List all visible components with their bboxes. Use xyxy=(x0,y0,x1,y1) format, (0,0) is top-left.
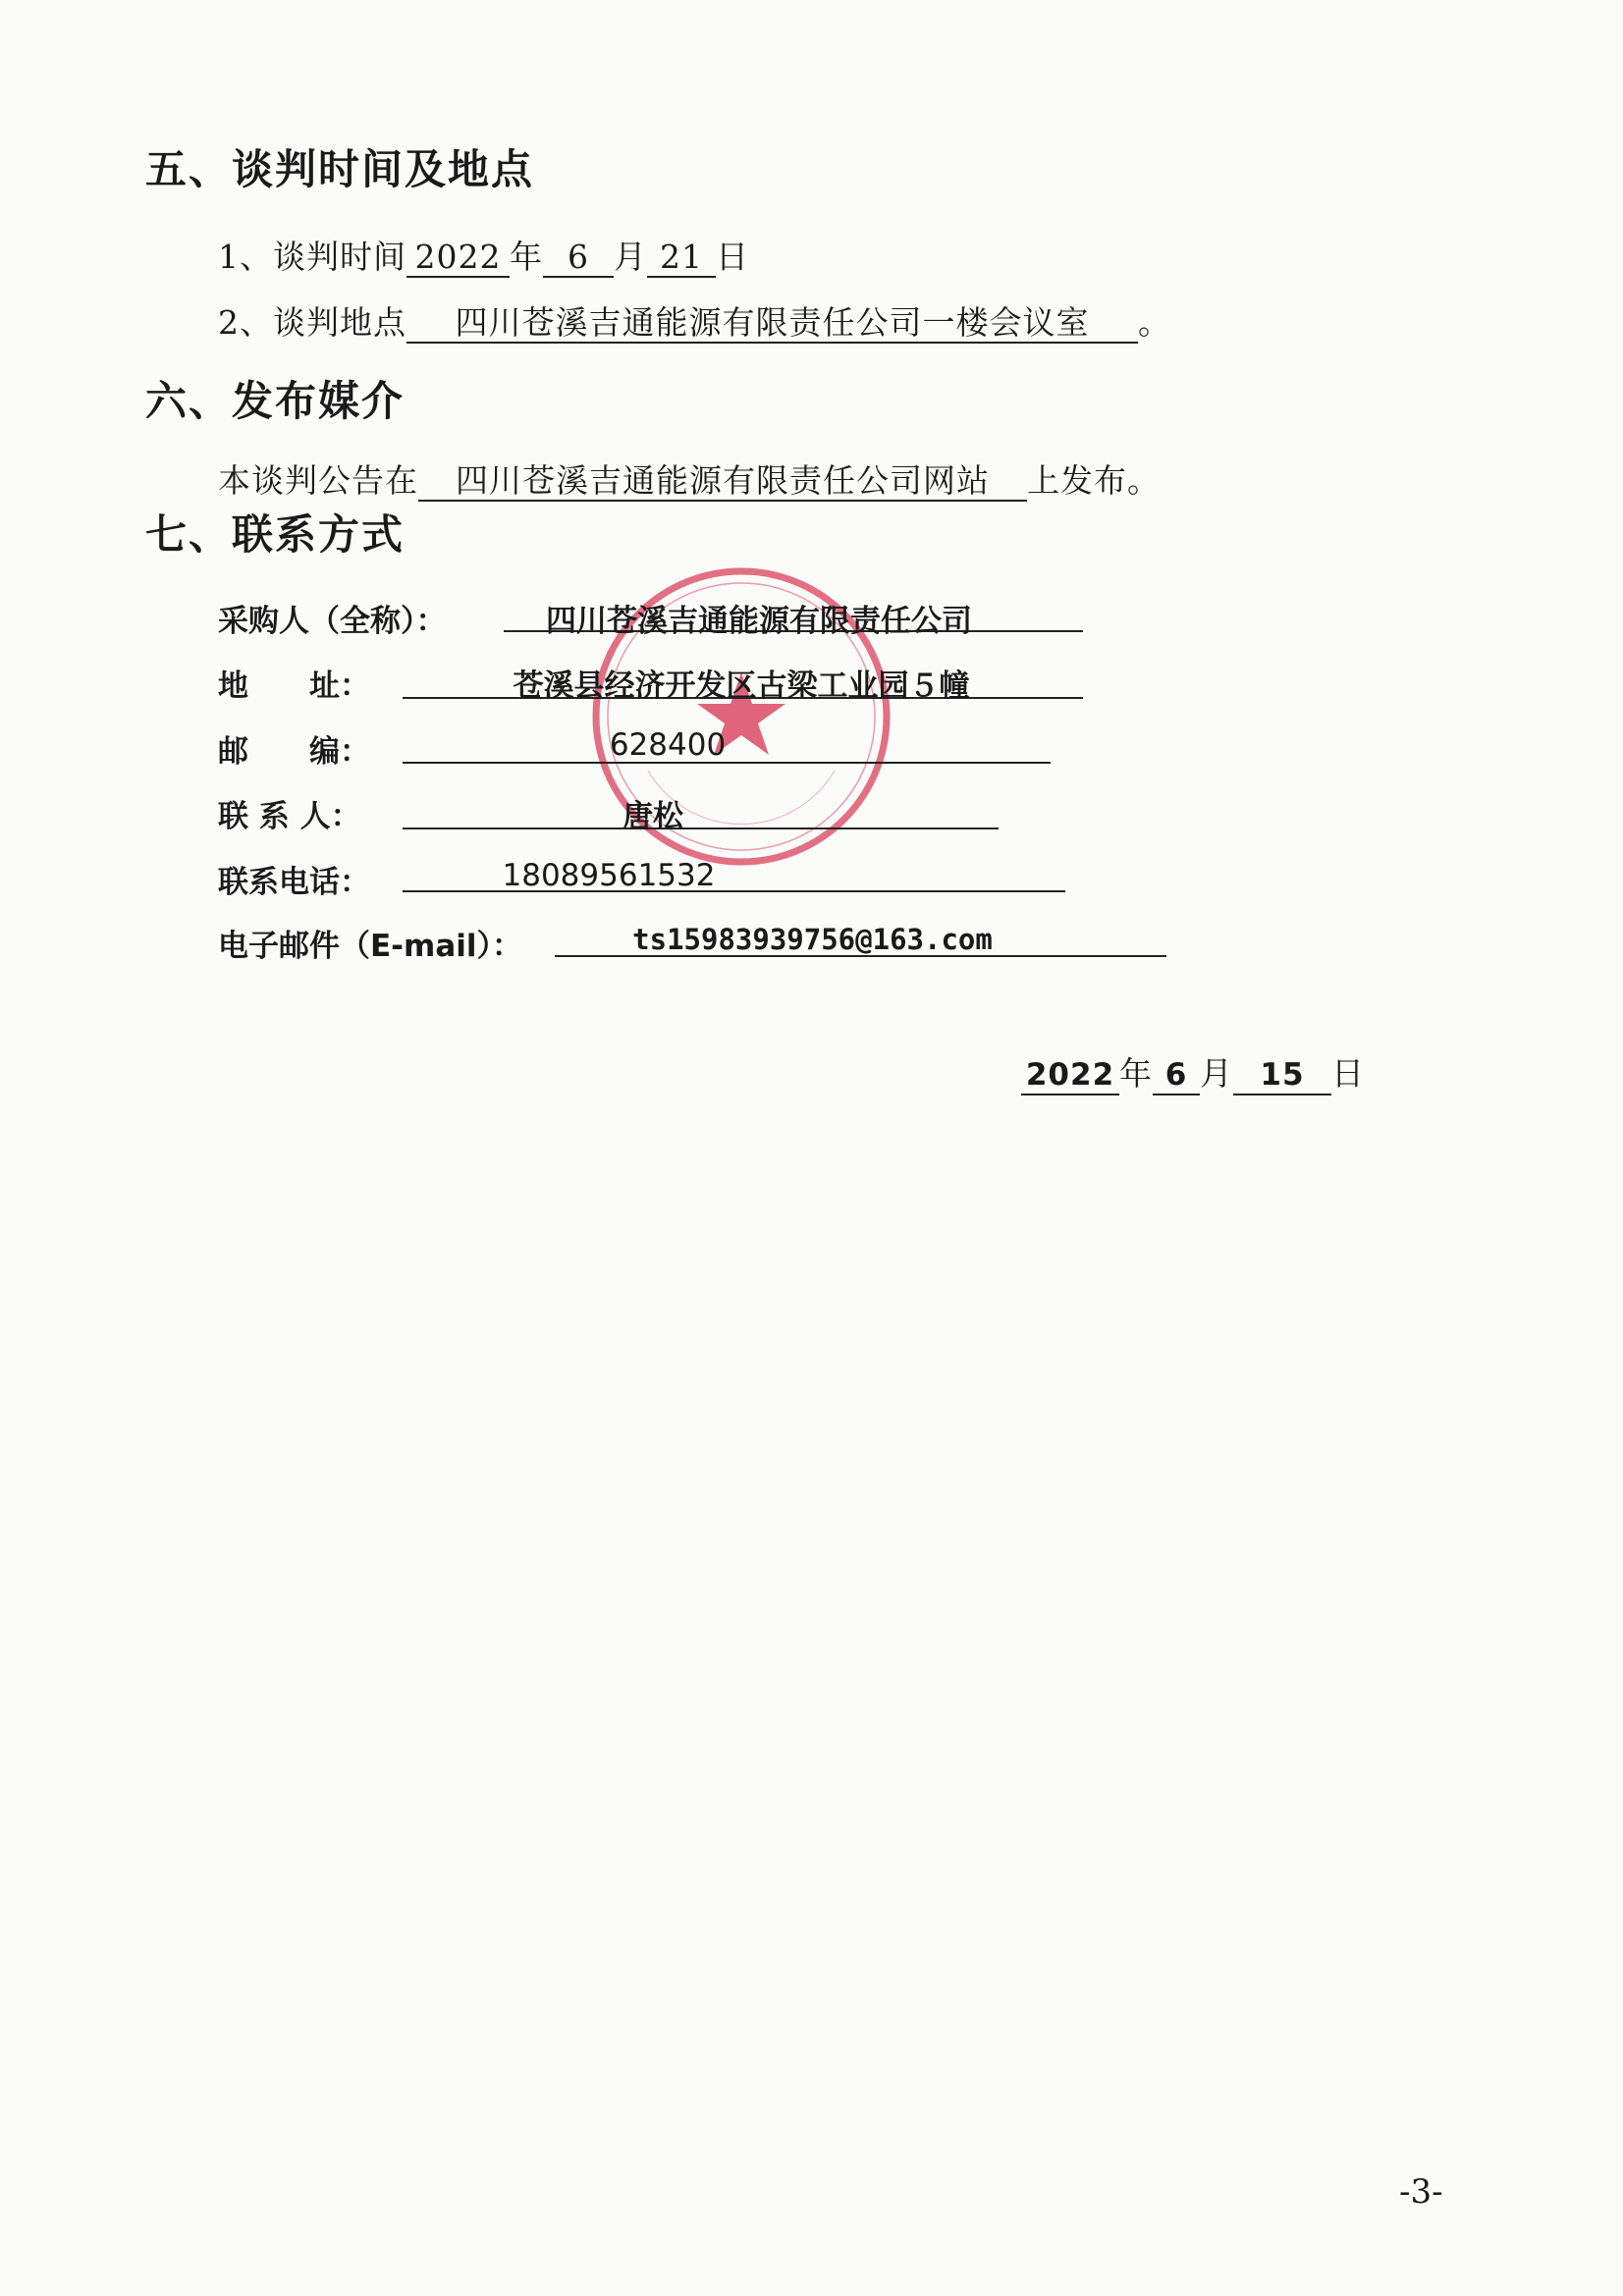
media-line xyxy=(218,455,1161,502)
address-value: 苍溪县经济开发区古梁工业园５幢 xyxy=(513,668,970,704)
date-year-unit: 年 xyxy=(1119,1054,1153,1093)
contact-value: 唐松 xyxy=(622,799,683,834)
place-label: 2、谈判地点 xyxy=(218,303,406,342)
negotiation-time-line xyxy=(218,232,749,278)
time-day: 21 xyxy=(647,239,716,278)
date-day-unit: 日 xyxy=(1331,1054,1365,1093)
address-label: 地 址： xyxy=(218,668,370,704)
section-7-heading: 七、联系方式 xyxy=(145,510,406,559)
date-year: 2022 xyxy=(1021,1058,1119,1095)
postcode-label: 邮 编： xyxy=(218,734,370,770)
email-label: 电子邮件（E-mail）： xyxy=(218,929,523,964)
media-suffix: 上发布。 xyxy=(1027,461,1161,500)
date-month-unit: 月 xyxy=(1200,1054,1233,1093)
contact-label: 联 系 人： xyxy=(218,799,361,834)
phone-label: 联系电话： xyxy=(218,865,370,900)
time-day-unit: 日 xyxy=(716,238,749,276)
place-value: 四川苍溪吉通能源有限责任公司一楼会议室 xyxy=(406,304,1138,344)
date-day: 15 xyxy=(1233,1058,1331,1095)
negotiation-place-line xyxy=(218,297,1171,344)
place-end: 。 xyxy=(1138,303,1171,342)
time-year-unit: 年 xyxy=(510,238,543,276)
phone-value: 18089561532 xyxy=(502,858,716,893)
media-prefix: 本谈判公告在 xyxy=(218,461,418,500)
time-label: 1、谈判时间 xyxy=(218,238,406,276)
section-5-heading: 五、谈判时间及地点 xyxy=(145,145,535,193)
purchaser-value: 四川苍溪吉通能源有限责任公司 xyxy=(546,604,972,639)
date-month: 6 xyxy=(1153,1058,1200,1095)
page-number: -3- xyxy=(1399,2172,1443,2212)
media-value: 四川苍溪吉通能源有限责任公司网站 xyxy=(418,462,1027,502)
purchaser-label: 采购人（全称）： xyxy=(218,604,447,639)
time-year: 2022 xyxy=(406,239,510,278)
time-month: 6 xyxy=(543,239,614,278)
time-month-unit: 月 xyxy=(614,238,647,276)
postcode-value: 628400 xyxy=(609,727,727,763)
section-6-heading: 六、发布媒介 xyxy=(145,377,406,425)
email-value: ts15983939756@163.com xyxy=(632,923,993,956)
document-date xyxy=(1021,1048,1365,1095)
